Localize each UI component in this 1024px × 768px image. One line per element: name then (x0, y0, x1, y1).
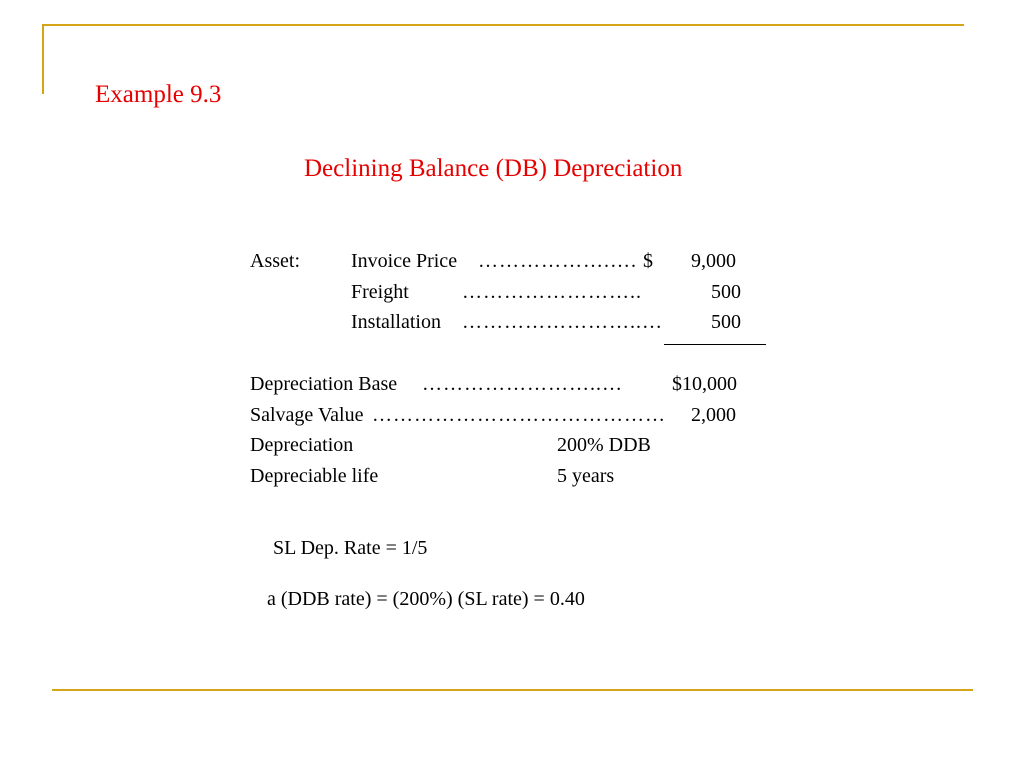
depreciable-life-label: Depreciable life (250, 465, 379, 487)
ddb-rate-formula: a (DDB rate) = (200%) (SL rate) = 0.40 (267, 588, 585, 610)
freight-dots: …………………….. (462, 281, 642, 303)
salvage-value-label: Salvage Value (250, 404, 364, 426)
salvage-value-value: 2,000 (691, 404, 736, 426)
slide-title: Example 9.3 (95, 81, 222, 108)
top-rule (42, 24, 964, 26)
depreciation-label: Depreciation (250, 434, 354, 456)
freight-amount: 500 (711, 281, 741, 303)
sl-rate-formula: SL Dep. Rate = 1/5 (273, 537, 428, 559)
depreciable-life-value: 5 years (557, 465, 615, 487)
invoice-price-label: Invoice Price (351, 250, 458, 272)
left-rule (42, 24, 44, 94)
depreciation-base-dots: ……………………..… (422, 373, 623, 395)
installation-dots: ……………………..… (462, 311, 663, 333)
asset-label: Asset: (250, 250, 300, 272)
sum-underline (664, 344, 766, 345)
depreciation-value: 200% DDB (557, 434, 651, 456)
depreciation-base-label: Depreciation Base (250, 373, 398, 395)
depreciation-base-value: $10,000 (672, 373, 737, 395)
slide-heading: Declining Balance (DB) Depreciation (304, 155, 683, 182)
invoice-price-amount: 9,000 (691, 250, 736, 272)
bottom-rule (52, 689, 973, 691)
salvage-value-dots: …………………………………… (372, 404, 666, 426)
invoice-price-dots: ……………….…. $ (478, 250, 654, 272)
installation-label: Installation (351, 311, 441, 333)
installation-amount: 500 (711, 311, 741, 333)
freight-label: Freight (351, 281, 409, 303)
